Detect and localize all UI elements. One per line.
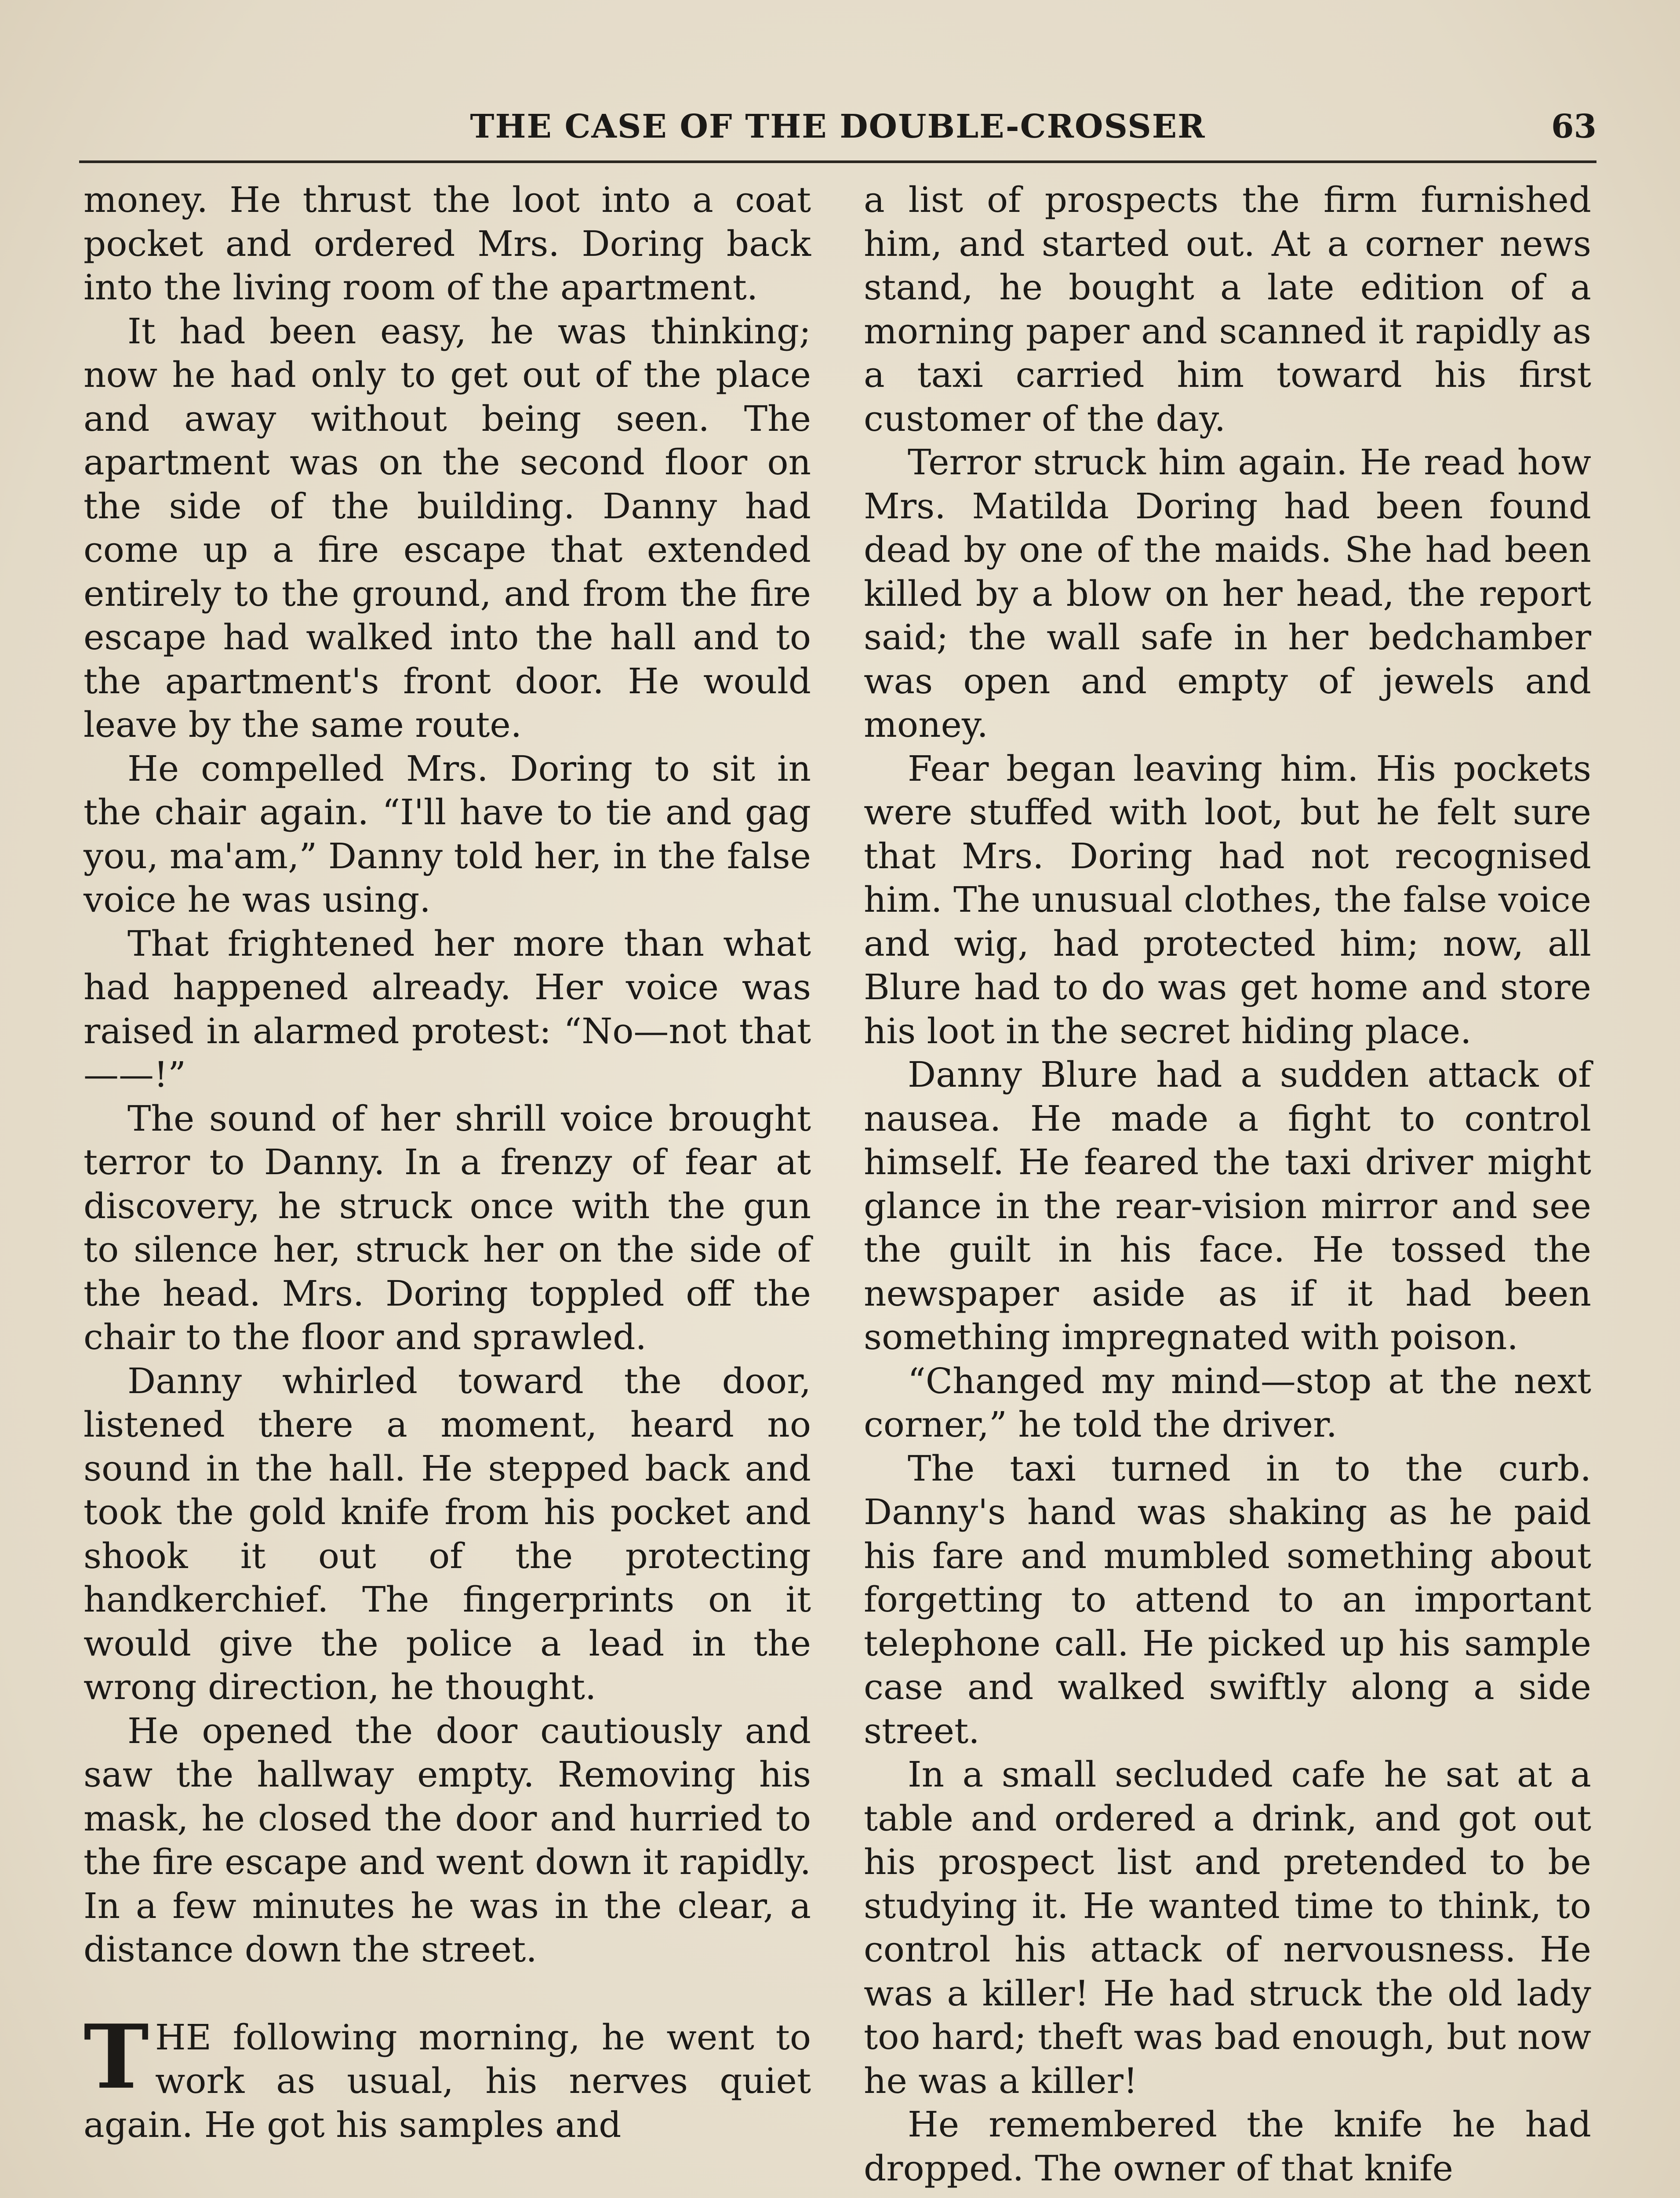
paragraph: He opened the door cautiously and saw the hallway empty. Removing his mask, he closed the door and hurried to the fire escape and went down it rapidly. In a few minutes he was in the clear, a distance down the street.	[84, 1710, 811, 1970]
paragraph: It had been easy, he was thinking; now he had only to get out of the place and away without being seen. The apartment was on the second floor on the side of the building. Danny had come up a fire escape that extended entirely to the ground, and from the fire escape had walked into the hall and to the apartment's front door. He would leave by the same route.	[84, 310, 811, 745]
drop-cap: T	[84, 2005, 149, 2109]
paragraph: “Changed my mind—stop at the next corner,” he told the driver.	[864, 1360, 1591, 1445]
paragraph: a list of prospects the firm furnished him, and started out. At a corner news stand, he bought a late edition of a morning paper and scanned it rapidly as a taxi carried him toward his first customer of the day.	[864, 179, 1591, 439]
paragraph: He compelled Mrs. Doring to sit in the chair again. “I'll have to tie and gag you, ma'am,” Danny told her, in the false voice he was using.	[84, 748, 811, 920]
paragraph: Danny Blure had a sudden attack of nausea. He made a fight to control himself. He feared the taxi driver might glance in the rear-vision mirror and see the guilt in his face. He tossed the newspaper aside as if it had been something impregnated with poison.	[864, 1054, 1591, 1357]
paragraph: The taxi turned in to the curb. Danny's hand was shaking as he paid his fare and mumbled something about forgetting to attend to an important telephone call. He picked up his sample case and walked swiftly along a side street.	[864, 1448, 1591, 1751]
paragraph: The sound of her shrill voice brought terror to Danny. In a frenzy of fear at discovery, he struck once with the gun to silence her, struck her on the side of the head. Mrs. Doring toppled off the chair to the floor and sprawled.	[84, 1098, 811, 1357]
right-column	[864, 178, 1591, 2190]
left-column	[84, 178, 811, 2147]
section-opening-paragraph	[84, 2005, 811, 2147]
paragraph: money. He thrust the loot into a coat pocket and ordered Mrs. Doring back into the living room of the apartment.	[84, 179, 811, 308]
page-number: 63	[1551, 108, 1596, 146]
page-header	[79, 103, 1596, 165]
paragraph-text: HE following morning, he went to work as usual, his nerves quiet again. He got his samples and	[84, 2016, 811, 2145]
paragraph: Danny whirled toward the door, listened there a moment, heard no sound in the hall. He stepped back and took the gold knife from his pocket and shook it out of the protecting handkerchief. The fingerprints on it would give the police a lead in the wrong direction, he thought.	[84, 1360, 811, 1707]
paragraph: He remembered the knife he had dropped. The owner of that knife	[864, 2104, 1591, 2189]
section-break	[84, 1972, 811, 2016]
header-rule	[79, 160, 1596, 163]
paragraph: Terror struck him again. He read how Mrs. Matilda Doring had been found dead by one of the maids. She had been killed by a blow on her head, the report said; the wall safe in her bedchamber was open and empty of jewels and money.	[864, 442, 1591, 745]
paragraph: That frightened her more than what had happened already. Her voice was raised in alarmed protest: “No—not that——!”	[84, 923, 811, 1095]
running-title: THE CASE OF THE DOUBLE-CROSSER	[470, 108, 1206, 146]
paragraph: Fear began leaving him. His pockets were stuffed with loot, but he felt sure that Mrs. Doring had not recognised him. The unusual clothes, the false voice and wig, had protected him; now, all Blure had to do was get home and store his loot in the secret hiding place.	[864, 748, 1591, 1052]
paragraph: In a small secluded cafe he sat at a table and ordered a drink, and got out his prospect list and pretended to be studying it. He wanted time to think, to control his attack of nervousness. He was a killer! He had struck the old lady too hard; theft was bad enough, but now he was a killer!	[864, 1754, 1591, 2101]
